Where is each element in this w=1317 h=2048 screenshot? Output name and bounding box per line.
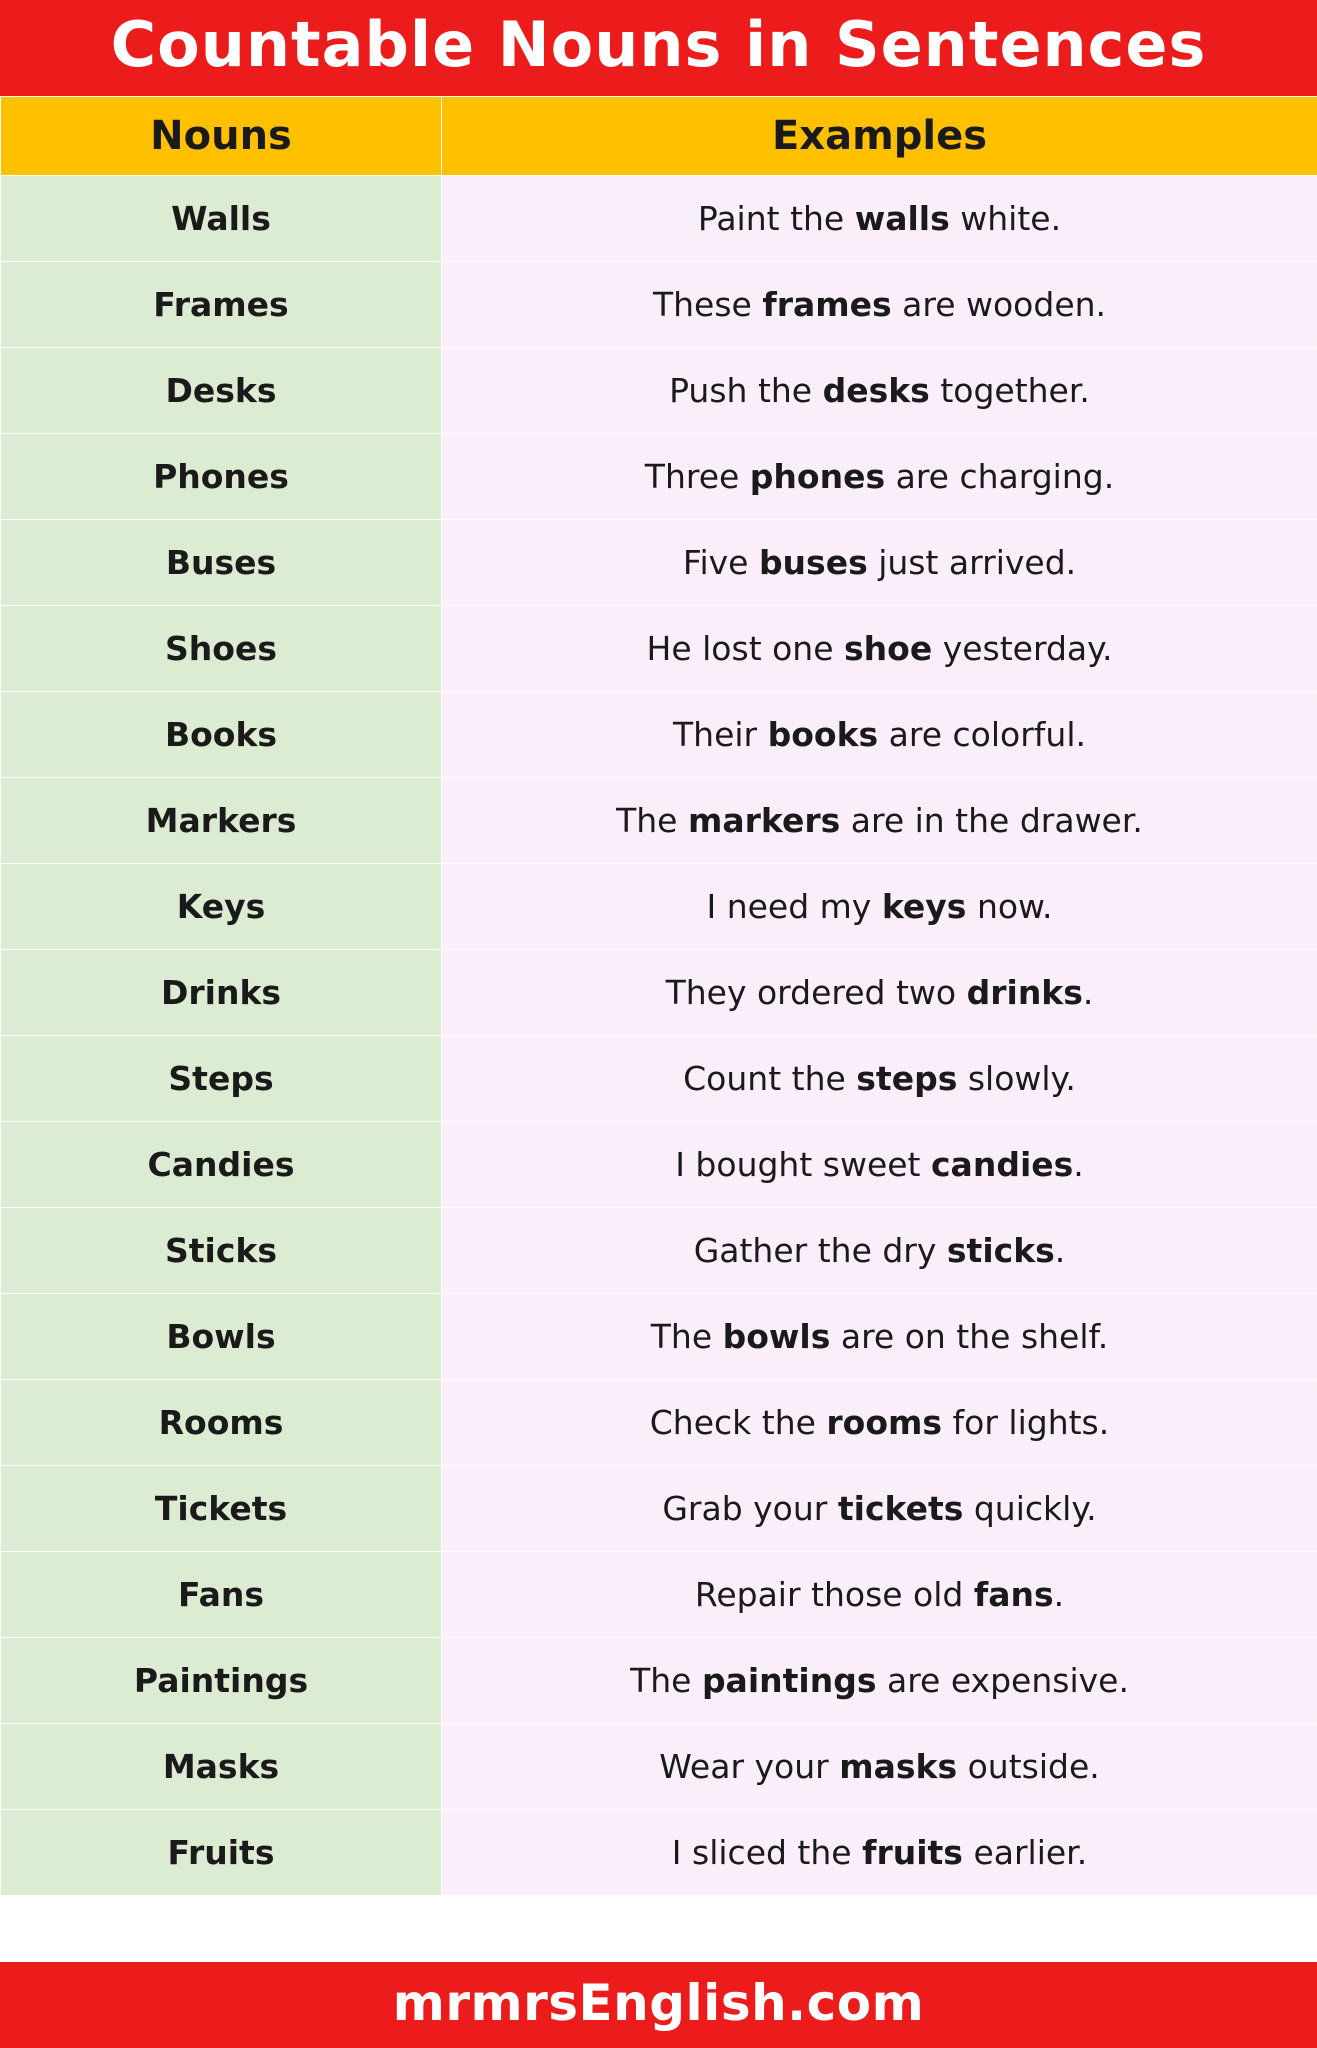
example-text-post: quickly. xyxy=(963,1489,1097,1528)
noun-cell: Fans xyxy=(1,1552,442,1638)
example-text-pre: Three xyxy=(644,457,750,496)
column-header-nouns: Nouns xyxy=(1,97,442,176)
example-text-pre: These xyxy=(652,285,763,324)
example-cell xyxy=(442,1380,1317,1466)
example-text-pre: Wear your xyxy=(659,1747,840,1786)
example-text-post: white. xyxy=(949,199,1062,238)
example-cell xyxy=(442,1810,1317,1896)
example-text-post: together. xyxy=(929,371,1090,410)
example-text-post: are expensive. xyxy=(876,1661,1129,1700)
noun-cell: Fruits xyxy=(1,1810,442,1896)
example-text-pre: I sliced the xyxy=(671,1833,863,1872)
example-text-post: are wooden. xyxy=(891,285,1107,324)
example-keyword: buses xyxy=(758,543,868,582)
table-row xyxy=(1,692,1317,778)
table-row xyxy=(1,176,1317,262)
example-keyword: desks xyxy=(822,371,930,410)
example-text-pre: Five xyxy=(682,543,759,582)
noun-cell: Masks xyxy=(1,1724,442,1810)
table-row xyxy=(1,1724,1317,1810)
table-row xyxy=(1,348,1317,434)
example-cell xyxy=(442,520,1317,606)
noun-cell: Buses xyxy=(1,520,442,606)
example-keyword: shoe xyxy=(844,629,933,668)
example-text-pre: The xyxy=(616,801,688,840)
column-header-examples: Examples xyxy=(442,97,1317,176)
page-title: Countable Nouns in Sentences xyxy=(0,0,1317,96)
example-cell xyxy=(442,1638,1317,1724)
table-row xyxy=(1,520,1317,606)
example-keyword: fruits xyxy=(862,1833,963,1872)
table-row xyxy=(1,434,1317,520)
table-header xyxy=(1,97,1317,176)
example-cell xyxy=(442,1724,1317,1810)
noun-cell: Drinks xyxy=(1,950,442,1036)
example-text-pre: Repair those old xyxy=(694,1575,974,1614)
example-cell xyxy=(442,692,1317,778)
noun-cell: Steps xyxy=(1,1036,442,1122)
table-row xyxy=(1,950,1317,1036)
example-cell xyxy=(442,1466,1317,1552)
example-keyword: rooms xyxy=(826,1403,943,1442)
example-keyword: drinks xyxy=(966,973,1083,1012)
table-row xyxy=(1,1380,1317,1466)
example-text-pre: Paint the xyxy=(697,199,855,238)
example-text-pre: He lost one xyxy=(646,629,845,668)
example-cell xyxy=(442,262,1317,348)
example-text-post: slowly. xyxy=(957,1059,1076,1098)
table-row xyxy=(1,1294,1317,1380)
example-text-post: now. xyxy=(966,887,1053,926)
noun-cell: Shoes xyxy=(1,606,442,692)
example-cell xyxy=(442,1208,1317,1294)
example-text-pre: Push the xyxy=(669,371,823,410)
table-header-row xyxy=(1,97,1317,176)
example-text-post: are charging. xyxy=(885,457,1115,496)
example-text-pre: Their xyxy=(673,715,768,754)
example-keyword: phones xyxy=(749,457,886,496)
table-row xyxy=(1,1552,1317,1638)
table-row xyxy=(1,1036,1317,1122)
example-text-pre: Gather the dry xyxy=(693,1231,947,1270)
example-cell xyxy=(442,864,1317,950)
example-keyword: sticks xyxy=(946,1231,1055,1270)
example-text-post: are on the shelf. xyxy=(830,1317,1109,1356)
example-keyword: bowls xyxy=(722,1317,831,1356)
example-text-pre: The xyxy=(650,1317,723,1356)
example-text-post: earlier. xyxy=(962,1833,1088,1872)
example-keyword: books xyxy=(767,715,879,754)
example-keyword: tickets xyxy=(837,1489,964,1528)
table-row xyxy=(1,606,1317,692)
example-cell xyxy=(442,1036,1317,1122)
example-text-post: . xyxy=(1054,1231,1066,1270)
example-cell xyxy=(442,1552,1317,1638)
example-text-pre: Grab your xyxy=(662,1489,838,1528)
noun-cell: Books xyxy=(1,692,442,778)
noun-cell: Frames xyxy=(1,262,442,348)
footer-website: mrmrsEnglish.com xyxy=(0,1962,1317,2048)
example-cell xyxy=(442,1122,1317,1208)
table-row xyxy=(1,1122,1317,1208)
example-cell xyxy=(442,434,1317,520)
noun-cell: Keys xyxy=(1,864,442,950)
noun-cell: Markers xyxy=(1,778,442,864)
noun-cell: Tickets xyxy=(1,1466,442,1552)
table-row xyxy=(1,778,1317,864)
example-text-post: . xyxy=(1073,1145,1084,1184)
example-text-post: are colorful. xyxy=(878,715,1086,754)
table-row xyxy=(1,262,1317,348)
example-text-pre: The xyxy=(630,1661,702,1700)
example-keyword: candies xyxy=(931,1145,1074,1184)
noun-cell: Rooms xyxy=(1,1380,442,1466)
example-text-pre: I bought sweet xyxy=(675,1145,931,1184)
noun-cell: Candies xyxy=(1,1122,442,1208)
example-text-pre: Count the xyxy=(683,1059,857,1098)
example-text-pre: Check the xyxy=(649,1403,827,1442)
example-keyword: paintings xyxy=(701,1661,877,1700)
countable-nouns-table xyxy=(0,96,1317,1896)
example-text-pre: I need my xyxy=(706,887,882,926)
example-text-post: for lights. xyxy=(942,1403,1110,1442)
example-text-post: outside. xyxy=(957,1747,1100,1786)
table-body xyxy=(1,176,1317,1896)
example-cell xyxy=(442,1294,1317,1380)
example-keyword: walls xyxy=(854,199,950,238)
noun-cell: Bowls xyxy=(1,1294,442,1380)
table-row xyxy=(1,1466,1317,1552)
example-text-post: . xyxy=(1082,973,1094,1012)
example-keyword: frames xyxy=(762,285,892,324)
example-keyword: masks xyxy=(839,1747,958,1786)
noun-cell: Desks xyxy=(1,348,442,434)
table-row xyxy=(1,1208,1317,1294)
example-cell xyxy=(442,606,1317,692)
example-keyword: fans xyxy=(973,1575,1054,1614)
table-row xyxy=(1,1638,1317,1724)
noun-cell: Sticks xyxy=(1,1208,442,1294)
example-text-pre: They ordered two xyxy=(665,973,967,1012)
noun-cell: Walls xyxy=(1,176,442,262)
example-text-post: just arrived. xyxy=(867,543,1077,582)
example-cell xyxy=(442,176,1317,262)
table-row xyxy=(1,1810,1317,1896)
example-keyword: keys xyxy=(881,887,967,926)
example-text-post: yesterday. xyxy=(932,629,1113,668)
noun-cell: Paintings xyxy=(1,1638,442,1724)
table-row xyxy=(1,864,1317,950)
example-keyword: steps xyxy=(856,1059,958,1098)
noun-cell: Phones xyxy=(1,434,442,520)
example-text-post: are in the drawer. xyxy=(840,801,1143,840)
example-cell xyxy=(442,778,1317,864)
example-cell xyxy=(442,348,1317,434)
example-keyword: markers xyxy=(687,801,841,840)
example-text-post: . xyxy=(1053,1575,1065,1614)
example-cell xyxy=(442,950,1317,1036)
